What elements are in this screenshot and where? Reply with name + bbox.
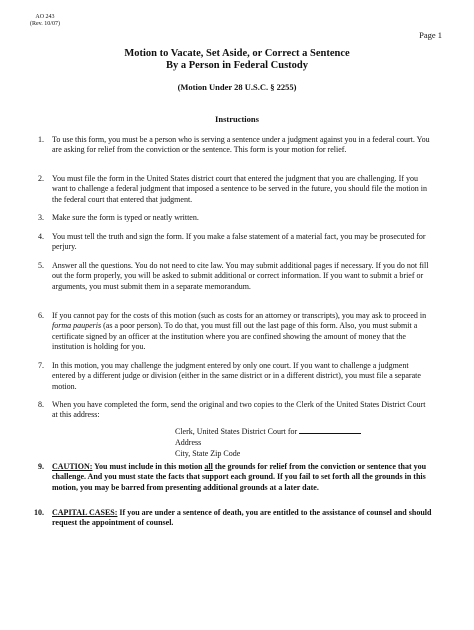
instruction-item-1 (38, 135, 432, 156)
in-forma-pauperis-term: forma pauperis (52, 321, 102, 331)
item-number: 3. (38, 213, 44, 222)
item-text (52, 462, 432, 493)
address-line-address: Address (175, 438, 202, 447)
document-title-line-1: Motion to Vacate, Set Aside, or Correct a Sentence (124, 48, 350, 59)
instruction-item-4 (38, 232, 432, 253)
item-text-part: the grounds for relief from the conviction or sentence that you challenge. And you must state the facts that support each ground. If you fail to set forth all the grounds in this motion, you may be barred from presenting additional grounds at a later date. (52, 462, 427, 492)
item-text-part: (as a poor person). To do that, you must fill out the last page of this form. Also, you must submit a certificate signed by an officer at the institution where you are confined showing the amount of money that the institution is holding for you. (52, 321, 418, 352)
item-text: You must file the form in the United States district court that entered the judgment that you are challenging. If you want to challenge a federal judgment that imposed a sentence to be served in the future, you should file the motion in the federal court that entered that judgment. (52, 174, 427, 204)
item-number: 4. (38, 232, 44, 241)
item-text-part: If you cannot pay for the costs of this motion (such as costs for an attorney or transcripts), you may ask to proceed in (52, 311, 427, 320)
page-number: Page 1 (419, 30, 442, 40)
item-text: Make sure the form is typed or neatly written. (52, 213, 199, 222)
clerk-address-block (175, 426, 361, 459)
instruction-item-2 (38, 174, 432, 205)
item-text: You must tell the truth and sign the form. If you make a false statement of a material fact, you may be prosecuted for perjury. (52, 232, 426, 252)
address-line-clerk (175, 426, 361, 437)
capital-cases-label: CAPITAL CASES: (52, 508, 118, 517)
instructions-heading: Instructions (215, 114, 259, 124)
item-number: 1. (38, 135, 44, 144)
form-revision: (Rev. 10/07) (30, 21, 60, 27)
item-text: In this motion, you may challenge the judgment entered by only one court. If you want to challenge a judgment entered by a different judge or division (either in the same district or in a different district), you must file a separate motion. (52, 361, 421, 391)
all-emphasis: all (204, 462, 213, 471)
instruction-item-8 (38, 400, 432, 421)
instruction-item-9 (38, 462, 432, 493)
caution-label: CAUTION: (52, 462, 93, 471)
document-title-line-2: By a Person in Federal Custody (165, 60, 309, 71)
item-text: Answer all the questions. You do not need to cite law. You may submit additional pages if necessary. If you do not fill out the form properly, you will be asked to submit additional or correct information. If you want to submit a brief or arguments, you must submit them in a separate memorandum. (52, 261, 429, 291)
address-line-city: City, State Zip Code (175, 449, 241, 458)
address-line-text: Clerk, United States District Court for (175, 427, 298, 436)
document-subtitle: (Motion Under 28 U.S.C. § 2255) (177, 82, 297, 92)
item-number: 9. (38, 462, 44, 471)
item-text (52, 311, 432, 353)
instruction-item-5 (38, 261, 432, 292)
item-text: To use this form, you must be a person who is serving a sentence under a judgment against you in a federal court. You are asking for relief from the conviction or the sentence. This form is your motion for relief. (52, 135, 430, 155)
item-number: 5. (38, 261, 44, 270)
fill-in-blank (299, 426, 361, 434)
item-text (52, 508, 432, 529)
item-number: 7. (38, 361, 44, 370)
item-number: 2. (38, 174, 44, 183)
instruction-item-3 (38, 213, 432, 223)
item-number: 10. (34, 508, 44, 517)
item-text: When you have completed the form, send the original and two copies to the Clerk of the United States District Court at this address: (52, 400, 426, 420)
item-text-part: You must include in this motion (92, 462, 205, 471)
instruction-item-6 (38, 311, 432, 353)
item-number: 8. (38, 400, 44, 409)
instruction-item-10 (34, 508, 432, 529)
form-code: AO 243 (35, 14, 55, 20)
form-identifier (30, 14, 60, 28)
instruction-item-7 (38, 361, 432, 392)
item-number: 6. (38, 311, 44, 320)
item-text-part: If you are under a sentence of death, you are entitled to the assistance of counsel and should request the appointment of counsel. (52, 508, 432, 528)
